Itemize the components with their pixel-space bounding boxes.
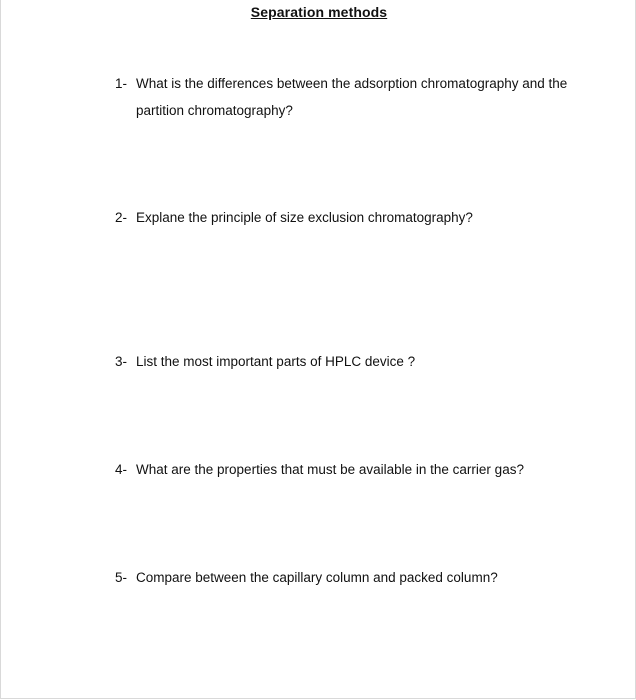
- question-5: [115, 564, 585, 591]
- question-number: 3-: [115, 354, 128, 369]
- question-number: 5-: [115, 570, 128, 585]
- question-text: What are the properties that must be available in the carrier gas?: [136, 462, 524, 477]
- question-3: [115, 348, 585, 375]
- question-number: 2-: [115, 210, 128, 225]
- question-4: [115, 456, 585, 483]
- question-number: 1-: [115, 76, 128, 91]
- page-title: Separation methods: [250, 4, 388, 20]
- question-1: [115, 70, 585, 124]
- question-text: What is the differences between the adsorption chromatography and the partition chromatography?: [136, 76, 568, 118]
- question-text: Explane the principle of size exclusion chromatography?: [136, 210, 473, 225]
- question-text: List the most important parts of HPLC device ?: [136, 354, 416, 369]
- question-text: Compare between the capillary column and packed column?: [136, 570, 498, 585]
- question-number: 4-: [115, 462, 128, 477]
- question-2: [115, 204, 585, 231]
